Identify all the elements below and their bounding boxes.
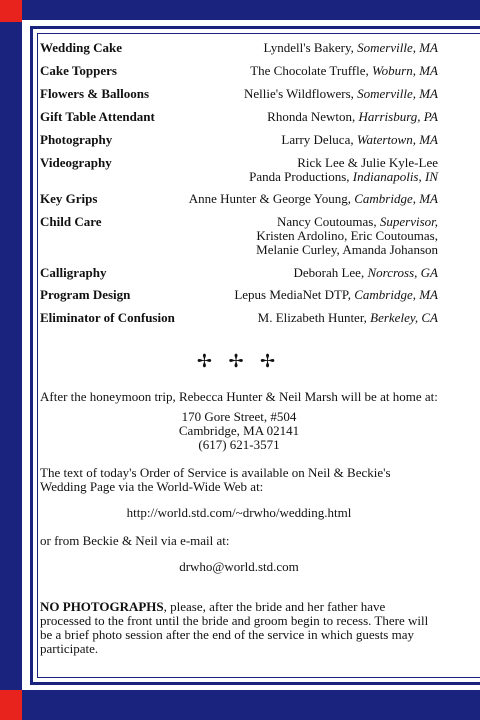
credit-provider-line <box>267 110 438 124</box>
credit-provider-line <box>189 192 438 206</box>
credit-row <box>40 41 438 55</box>
address-line: 170 Gore Street, #504 <box>181 409 297 424</box>
credit-name: Rick Lee & Julie Kyle-Lee <box>297 155 438 170</box>
credit-location: Somerville, MA <box>357 40 438 55</box>
credit-provider-line <box>258 311 438 325</box>
credit-provider-line <box>264 41 438 55</box>
credit-name: The Chocolate Truffle, <box>250 63 373 78</box>
wedding-url[interactable]: http://world.std.com/~drwho/wedding.html <box>126 505 352 520</box>
address-line: (617) 621-3571 <box>198 437 280 452</box>
photo-notice-text: , please, after the bride and her father have processed to the front until the bride and groom begin to recess. There will be a brief photo session after the end of the service in which guests may participate. <box>40 599 429 656</box>
credit-name: Lyndell's Bakery, <box>263 40 358 55</box>
credit-provider <box>293 266 438 280</box>
credit-provider-line <box>250 64 438 78</box>
credit-name: Lepus MediaNet DTP, <box>234 287 355 302</box>
credit-provider-line <box>244 87 438 101</box>
photo-notice-heading: NO PHOTOGRAPHS <box>40 599 164 614</box>
credit-role: Program Design <box>40 287 131 302</box>
credit-role: Videography <box>40 155 112 170</box>
credit-location: Woburn, MA <box>372 63 438 78</box>
corner-accent-top <box>0 0 22 22</box>
photo-notice <box>40 600 438 656</box>
credit-provider <box>244 87 438 101</box>
credit-location: Harrisburg, PA <box>358 109 438 124</box>
credit-provider <box>258 311 438 325</box>
corner-accent-bottom <box>0 690 22 720</box>
credit-provider <box>234 288 438 302</box>
credit-row <box>40 311 438 325</box>
credit-provider-line <box>249 156 438 170</box>
address-intro: After the honeymoon trip, Rebecca Hunter & Neil Marsh will be at home at: <box>40 389 438 404</box>
credit-provider-line <box>249 170 438 184</box>
credit-provider <box>189 192 438 206</box>
credit-name: Anne Hunter & George Young, <box>188 191 355 206</box>
credit-location: Somerville, MA <box>357 86 438 101</box>
credit-row <box>40 288 438 302</box>
credit-name: M. Elizabeth Hunter, <box>257 310 371 325</box>
credit-name: Kristen Ardolino, Eric Coutoumas, <box>256 228 438 243</box>
program-content <box>40 41 438 656</box>
credit-name: Melanie Curley, Amanda Johanson <box>256 242 438 257</box>
credit-row <box>40 110 438 124</box>
credit-role: Child Care <box>40 214 102 229</box>
credit-row <box>40 266 438 280</box>
credit-row <box>40 133 438 147</box>
credit-row <box>40 87 438 101</box>
credit-role: Gift Table Attendant <box>40 109 155 124</box>
credit-role: Calligraphy <box>40 265 107 280</box>
credit-role: Flowers & Balloons <box>40 86 150 101</box>
credit-provider <box>256 215 438 257</box>
credit-provider <box>264 41 438 55</box>
credit-role: Key Grips <box>40 191 98 206</box>
contact-email[interactable]: drwho@world.std.com <box>179 559 299 574</box>
credit-row <box>40 215 438 257</box>
credit-provider-line <box>293 266 438 280</box>
credit-name: Deborah Lee, <box>293 265 368 280</box>
credit-name: Nancy Coutoumas, <box>276 214 380 229</box>
credit-role: Eliminator of Confusion <box>40 310 175 325</box>
credit-row <box>40 192 438 206</box>
email-intro: or from Beckie & Neil via e-mail at: <box>40 533 230 548</box>
credit-location: Cambridge, MA <box>354 287 438 302</box>
credit-provider <box>249 156 438 184</box>
credit-provider-line <box>256 229 438 243</box>
credit-location: Watertown, MA <box>356 132 438 147</box>
credit-role: Wedding Cake <box>40 40 122 55</box>
credit-location: Supervisor, <box>379 214 438 229</box>
credit-location: Norcross, GA <box>367 265 438 280</box>
credit-provider <box>267 110 438 124</box>
credit-role: Photography <box>40 132 113 147</box>
credit-role: Cake Toppers <box>40 63 117 78</box>
web-intro: The text of today's Order of Service is available on Neil & Beckie's Wedding Page via the World-Wide Web at: <box>40 465 391 494</box>
credit-provider-line <box>234 288 438 302</box>
credit-provider-line <box>281 133 438 147</box>
credit-name: Rhonda Newton, <box>267 109 359 124</box>
ornament-divider: ✢ ✢ ✢ <box>196 351 282 371</box>
credit-provider-line <box>256 215 438 229</box>
credit-location: Indianapolis, IN <box>352 169 438 184</box>
credits-list <box>40 41 438 325</box>
credit-row <box>40 64 438 78</box>
credit-provider <box>281 133 438 147</box>
credit-location: Cambridge, MA <box>354 191 438 206</box>
credit-name: Panda Productions, <box>249 169 353 184</box>
credit-provider-line <box>256 243 438 257</box>
credit-name: Larry Deluca, <box>281 132 357 147</box>
address-line: Cambridge, MA 02141 <box>178 423 300 438</box>
credit-name: Nellie's Wildflowers, <box>243 86 358 101</box>
address-block <box>40 410 438 452</box>
credit-provider <box>250 64 438 78</box>
credit-row <box>40 156 438 184</box>
credit-location: Berkeley, CA <box>370 310 438 325</box>
